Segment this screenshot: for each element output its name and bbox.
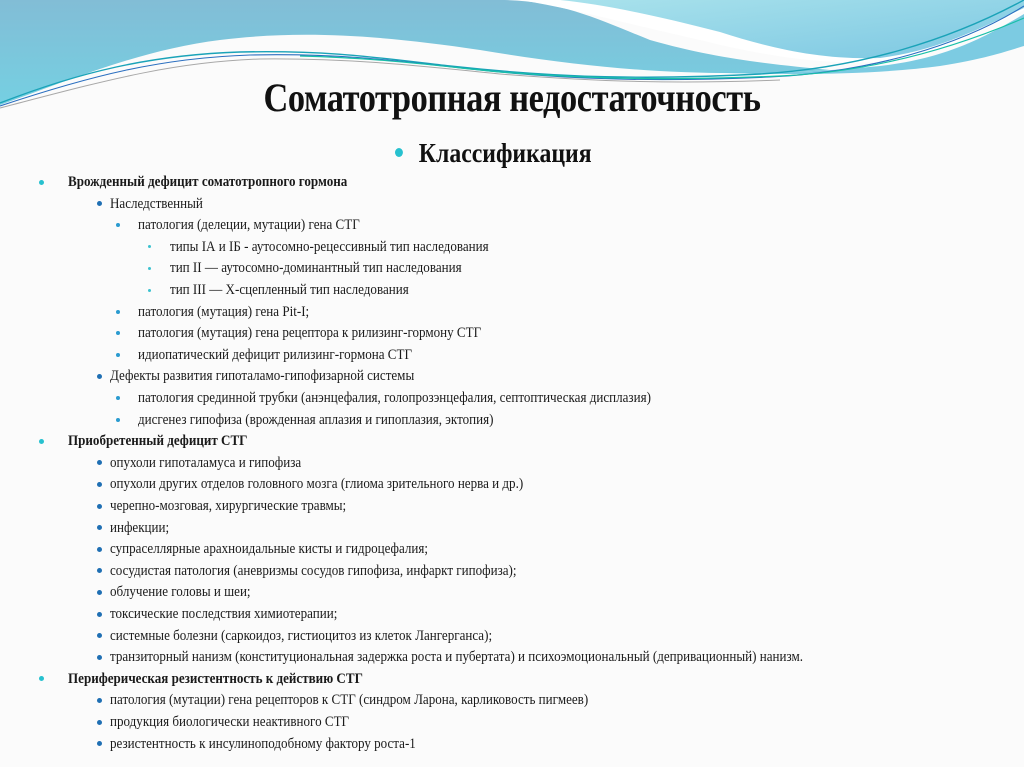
bullet-icon: [97, 374, 102, 379]
bullet-icon: [97, 568, 102, 573]
bullet-icon: [97, 504, 102, 509]
list-item: продукция биологически неактивного СТГ: [110, 714, 350, 730]
list-item: Дефекты развития гипоталамо-гипофизарной системы: [110, 368, 415, 385]
list-item: резистентность к инсулиноподобному фактору роста-1: [110, 735, 416, 752]
bullet-icon: [97, 655, 102, 660]
slide-subtitle: [395, 138, 592, 169]
list-item: патология (мутации) гена рецепторов к СТГ (синдром Ларона, карликовость пигмеев): [110, 692, 589, 709]
bullet-icon: [116, 310, 120, 314]
bullet-icon: [116, 353, 120, 357]
bullet-icon: [97, 590, 102, 595]
list-item: опухоли других отделов головного мозга (глиома зрительного нерва и др.): [110, 476, 524, 493]
list-item: тип II — аутосомно-доминантный тип наследования: [170, 260, 462, 277]
bullet-icon: [97, 547, 102, 552]
bullet-icon: [97, 482, 102, 487]
bullet-icon: [148, 267, 151, 270]
list-item: опухоли гипоталамуса и гипофиза: [110, 454, 302, 471]
bullet-icon: [395, 148, 403, 157]
slide-title: Соматотропная недостаточность: [263, 75, 761, 120]
bullet-icon: [116, 396, 120, 400]
list-item: системные болезни (саркоидоз, гистиоцитоз из клеток Лангерганса);: [110, 627, 493, 644]
bullet-icon: [116, 418, 120, 422]
bullet-icon: [39, 676, 44, 681]
bullet-icon: [97, 698, 102, 703]
bullet-icon: [97, 612, 102, 617]
list-item: патология (мутация) гена рецептора к рилизинг-гормону СТГ: [138, 325, 482, 342]
list-item: супраселлярные арахноидальные кисты и гидроцефалия;: [110, 541, 429, 558]
bullet-icon: [97, 633, 102, 638]
list-item: идиопатический дефицит рилизинг-гормона СТГ: [138, 346, 413, 363]
bullet-icon: [39, 180, 44, 185]
bullet-icon: [97, 741, 102, 746]
bullet-icon: [97, 525, 102, 530]
bullet-icon: [116, 331, 120, 335]
bullet-icon: [148, 289, 151, 292]
list-item: Врожденный дефицит соматотропного гормона: [68, 174, 348, 190]
list-item: транзиторный нанизм (конституциональная задержка роста и пубертата) и психоэмоциональный (депривационный) нанизм.: [110, 649, 803, 666]
list-item: черепно-мозговая, хирургические травмы;: [110, 498, 347, 514]
list-item: патология срединной трубки (анэнцефалия, голопрозэнцефалия, септоптическая дисплазия): [138, 390, 651, 406]
bullet-icon: [39, 439, 44, 444]
list-item: Периферическая резистентность к действию СТГ: [68, 670, 363, 687]
list-item: типы IА и IБ - аутосомно-рецессивный тип наследования: [170, 238, 489, 255]
list-item: Наследственный: [110, 195, 203, 212]
bullet-icon: [148, 245, 151, 248]
bullet-icon: [97, 460, 102, 465]
list-item: патология (делеции, мутации) гена СТГ: [138, 217, 360, 234]
list-item: патология (мутация) гена Pit-I;: [138, 303, 310, 320]
list-item: облучение головы и шеи;: [110, 584, 251, 601]
list-item: сосудистая патология (аневризмы сосудов гипофиза, инфаркт гипофиза);: [110, 562, 517, 579]
bullet-icon: [97, 201, 102, 206]
list-item: тип III — Х-сцепленный тип наследования: [170, 282, 409, 298]
list-item: Приобретенный дефицит СТГ: [68, 433, 248, 450]
list-item: токсические последствия химиотерапии;: [110, 606, 338, 622]
list-item: дисгенез гипофиза (врожденная аплазия и гипоплазия, эктопия): [138, 411, 494, 428]
bullet-icon: [97, 720, 102, 725]
bullet-icon: [116, 223, 120, 227]
list-item: инфекции;: [110, 519, 170, 536]
subtitle-text: Классификация: [418, 138, 592, 168]
